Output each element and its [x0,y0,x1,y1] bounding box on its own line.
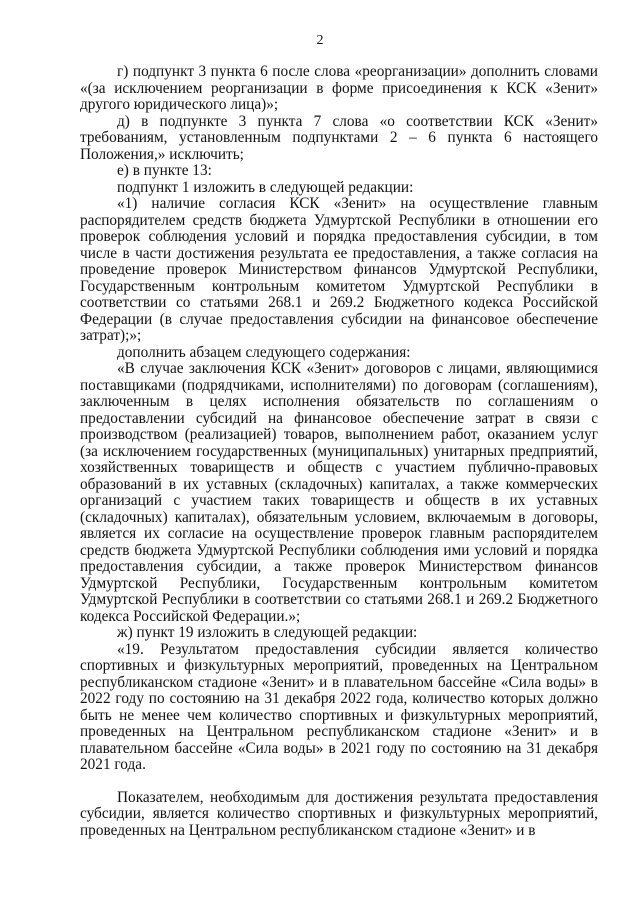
paragraph-g: г) подпункт 3 пункта 6 после слова «реорганизации» дополнить словами «(за исключением реорганизации в форме присоединения к КСК «Зенит» другого юридического лица)»; [80,63,598,113]
paragraph-subpoint-1-intro: подпункт 1 изложить в следующей редакции: [117,178,414,196]
paragraph-zh: ж) пункт 19 изложить в следующей редакции: [117,624,418,641]
paragraph-add-text: «В случае заключения КСК «Зенит» договоров с лицами, являющимися поставщиками (подрядчиками, исполнителями) по договорам (соглашениям), заключенным в целях исполнения обязательств по соглашениям о предоставлении субсидий на финансовое обеспечение затрат в связи с производством (реализацией) товаров, выполнением работ, оказанием услуг (за исключением государственных (муниципальных) унитарных предприятий, хозяйственных товариществ и обществ с участием публично-правовых образований в их уставных (складочных) капиталах, а также коммерческих организаций с участием таких товариществ и обществ в их уставных (складочных) капиталах), обязательным условием, включаемым в договоры, является их согласие на осуществление проверок главным распорядителем средств бюджета Удмуртской Республики соблюдения ими условий и порядка предоставления субсидии, а также проверок Министерством финансов Удмуртской Республики, Государственным контрольным комитетом Удмуртской Республики в соответствии со статьями 268.1 и 269.2 Бюджетного кодекса Российской Федерации.»; [80,360,598,625]
paragraph-e: е) в пункте 13: [117,162,212,179]
page-number: 2 [316,33,324,48]
paragraph-d: д) в подпункте 3 пункта 7 слова «о соответствии КСК «Зенит» требованиям, установленным подпунктами 2 – 6 пункта 6 настоящего Положения,» исключить; [80,112,598,163]
paragraph-point-19: «19. Результатом предоставления субсидии является количество спортивных и физкультурных мероприятий, проведенных на Центральном республиканском стадионе «Зенит» и в плавательном бассейне «Сила воды» в 2022 году по состоянию на 31 декабря 2022 года, количество которых должно быть не менее чем количество спортивных и физкультурных мероприятий, проведенных на Центральном республиканском стадионе «Зенит» и в плавательном бассейне «Сила воды» в 2021 году по состоянию на 31 декабря 2021 года. [80,640,598,773]
paragraph-subpoint-1-text: «1) наличие согласия КСК «Зенит» на осуществление главным распорядителем средств бюджета Удмуртской Республики в отношении его проверок соблюдения условий и порядка предоставления субсидии, в том числе в части достижения результата ее предоставления, а также согласия на проведение проверок Министерством финансов Удмуртской Республики, Государственным контрольным комитетом Удмуртской Республики в соответствии со статьями 268.1 и 269.2 Бюджетного кодекса Российской Федерации (в случае предоставления субсидии на финансовое обеспечение затрат);»; [80,195,598,344]
paragraph-indicator: Показателем, необходимым для достижения результата предоставления субсидии, является количество спортивных и физкультурных мероприятий, проведенных на Центральном республиканском стадионе «Зенит» и в [80,788,598,839]
document-body [80,64,598,839]
paragraph-add-intro: дополнить абзацем следующего содержания: [117,343,411,361]
